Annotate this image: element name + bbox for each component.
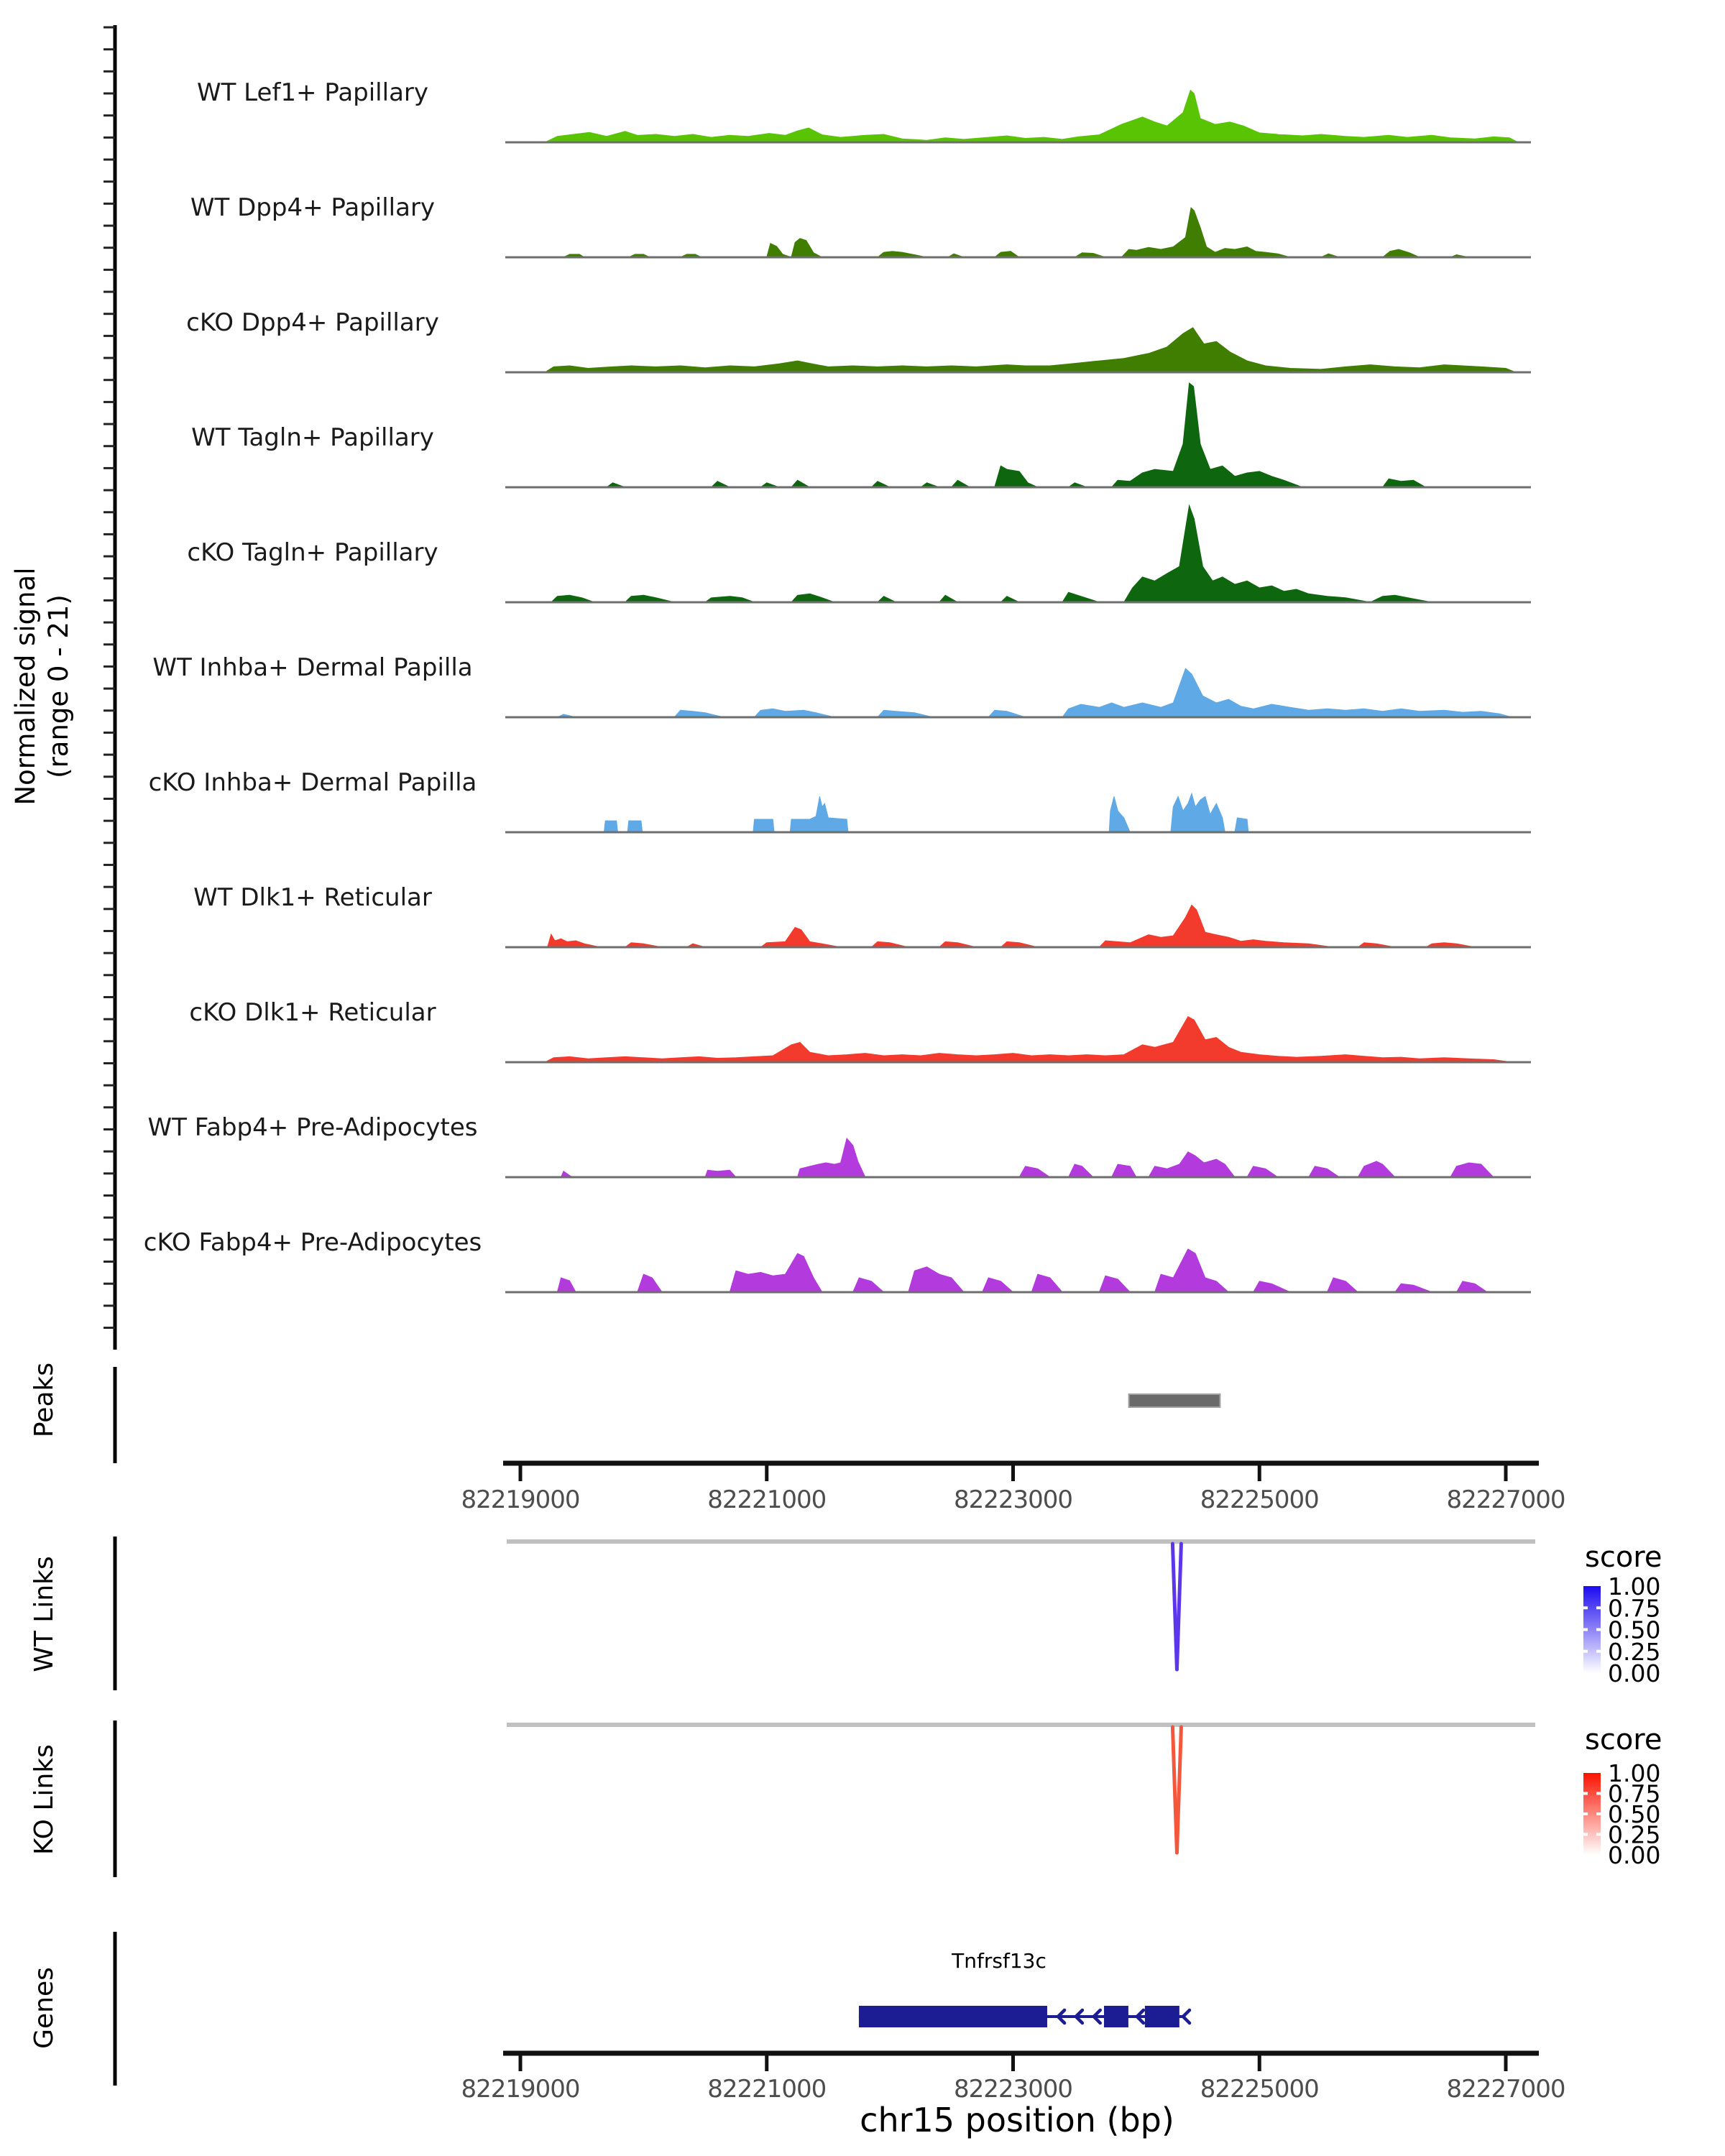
coverage-area (607, 383, 1426, 487)
genomic-axis-line (503, 2051, 1539, 2056)
genomic-axis-tick (519, 1465, 523, 1481)
genomic-axis-tick (1011, 2055, 1015, 2071)
ko-score-legend-tick-label: 0.00 (1608, 1841, 1661, 1869)
y-axis-label-line2: (range 0 - 21) (43, 594, 74, 778)
ko-score-legend-tick-label: 0.25 (1608, 1820, 1661, 1849)
genomic-axis-tick (1504, 1465, 1508, 1481)
coverage-area (551, 505, 1432, 602)
genomic-axis-tick-label: 82225000 (1200, 2075, 1319, 2104)
track-label: cKO Dpp4+ Papillary (186, 308, 439, 337)
ko-score-legend-tick-label: 1.00 (1608, 1759, 1661, 1787)
genomic-axis-tick-label: 82219000 (461, 1485, 580, 1514)
genomic-axis-tick-label: 82223000 (953, 2075, 1073, 2104)
track-label: WT Inhba+ Dermal Papilla (152, 653, 473, 682)
ko-score-legend-tick-label: 0.50 (1608, 1800, 1661, 1828)
gene-exon (1104, 2006, 1128, 2027)
wt-score-legend-tick-label: 0.75 (1608, 1594, 1661, 1623)
y-axis-label-line1: Normalized signal (10, 567, 41, 806)
track-label: cKO Tagln+ Papillary (187, 538, 438, 567)
coverage-area (557, 668, 1512, 717)
wt-score-legend-tick-label: 1.00 (1608, 1572, 1661, 1600)
wt-score-legend-tick-label: 0.00 (1608, 1659, 1661, 1687)
genes-panel-label: Genes (29, 1967, 59, 2049)
gene-strand-chevron (1183, 2010, 1190, 2023)
wt-score-legend-tick-label: 0.50 (1608, 1616, 1661, 1644)
gene-exon (1145, 2006, 1179, 2027)
track-label: cKO Dlk1+ Reticular (189, 998, 436, 1027)
genomic-axis-tick (1258, 1465, 1261, 1481)
wt-score-legend-tick-label: 0.25 (1608, 1637, 1661, 1666)
coverage-area (564, 208, 1469, 257)
genomic-axis-tick (765, 2055, 768, 2071)
ko-score-legend-tick-label: 0.75 (1608, 1779, 1661, 1808)
genomic-axis-tick (1258, 2055, 1261, 2071)
peaks-panel (115, 1367, 1220, 1463)
ko-links-panel-label: KO Links (29, 1744, 59, 1855)
coverage-area (545, 328, 1515, 372)
coverage-area (561, 1138, 1494, 1177)
track-label: WT Tagln+ Papillary (191, 423, 434, 452)
track-label: WT Dlk1+ Reticular (193, 883, 432, 912)
wt-links-panel-label: WT Links (29, 1556, 59, 1672)
track-label: cKO Inhba+ Dermal Papilla (148, 768, 477, 797)
coverage-tracks (144, 78, 1531, 1292)
genomic-axis-tick-label: 82219000 (461, 2075, 580, 2104)
genomic-axis-tick-label: 82225000 (1200, 1485, 1319, 1514)
ko-score-legend-title: score (1585, 1723, 1662, 1756)
genomic-axis-line (503, 1461, 1539, 1466)
peak-region-bar (1129, 1394, 1220, 1407)
genomic-axis-tick-label: 82221000 (707, 1485, 827, 1514)
signal-y-axis (104, 25, 115, 1350)
track-label: WT Dpp4+ Papillary (190, 193, 436, 222)
genomic-axis-tick (1504, 2055, 1508, 2071)
coverage-area (604, 793, 1248, 832)
coverage-area (557, 1249, 1487, 1292)
x-axis-title: chr15 position (bp) (860, 2101, 1174, 2139)
track-label: WT Fabp4+ Pre-Adipocytes (147, 1113, 478, 1142)
gene-name-label: Tnfrsf13c (952, 1949, 1046, 1973)
genomic-axis-tick-label: 82223000 (953, 1485, 1073, 1514)
track-label: cKO Fabp4+ Pre-Adipocytes (143, 1228, 482, 1257)
score-legends (1583, 1572, 1660, 1869)
links-panels (115, 1537, 1535, 1877)
genomic-axis-tick-label: 82227000 (1446, 2075, 1565, 2104)
genomic-axis-tick (765, 1465, 768, 1481)
coverage-area (545, 1017, 1512, 1063)
coverage-area (548, 905, 1476, 947)
genomic-axis-tick (519, 2055, 523, 2071)
track-label: WT Lef1+ Papillary (196, 78, 429, 107)
genomic-axis-tick-label: 82221000 (707, 2075, 827, 2104)
genomic-axis-tick (1011, 1465, 1015, 1481)
ko-link-arc (1177, 1727, 1181, 1853)
wt-link-arc (1177, 1544, 1181, 1669)
peaks-panel-label: Peaks (29, 1362, 59, 1438)
gene-exon (859, 2006, 1047, 2027)
coverage-area (545, 91, 1518, 143)
wt-score-legend-title: score (1585, 1541, 1662, 1574)
genomic-axis-tick-label: 82227000 (1446, 1485, 1565, 1514)
